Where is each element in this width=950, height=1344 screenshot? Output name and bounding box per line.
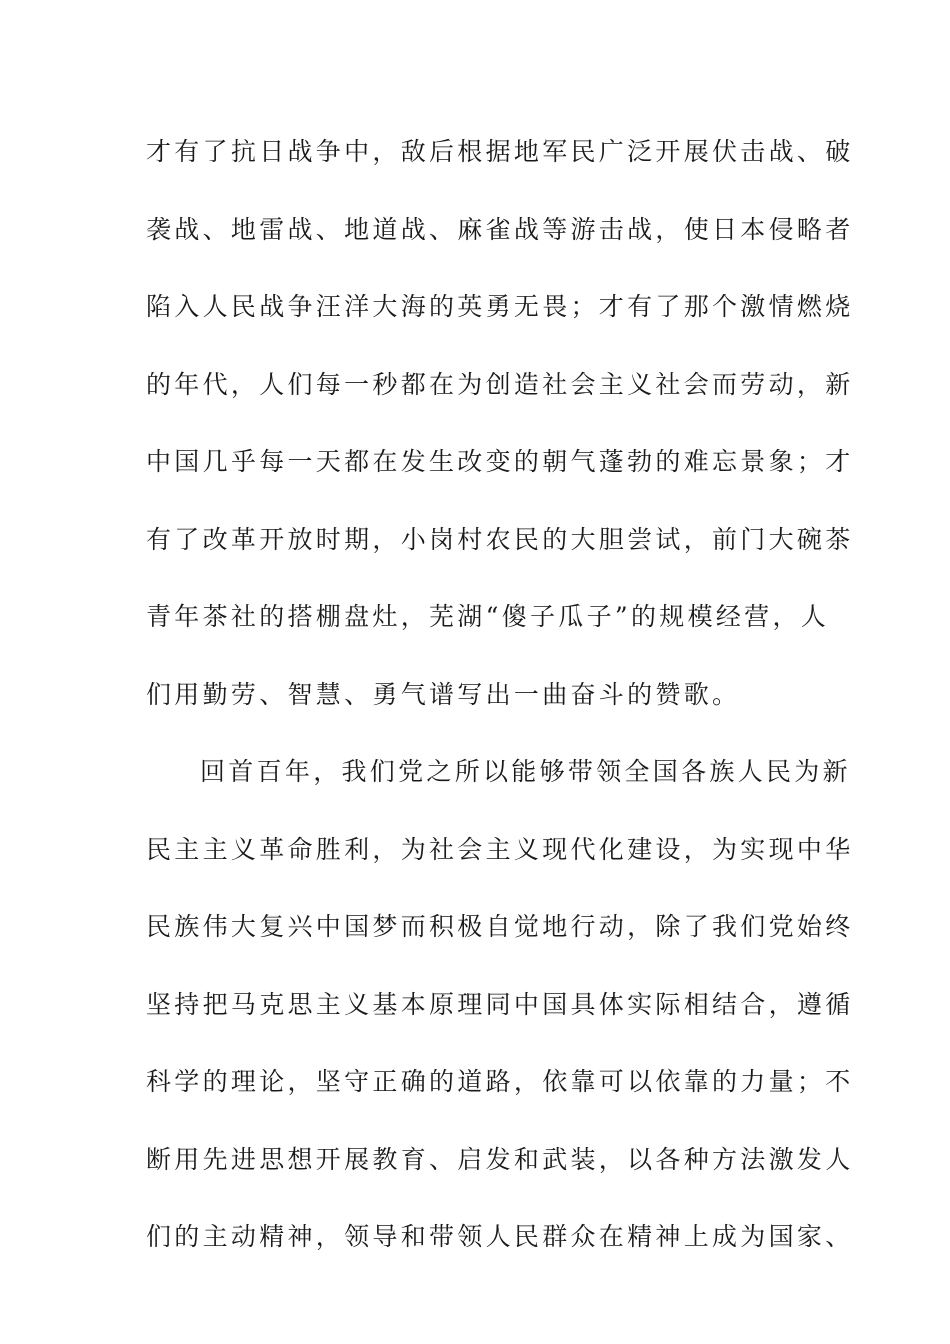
text-line: 民族伟大复兴中国梦而积极自觉地行动，除了我们党始终	[146, 912, 854, 941]
body-text	[146, 128, 854, 1291]
paragraph-2	[146, 748, 854, 1291]
text-line: 民主主义革命胜利，为社会主义现代化建设，为实现中华	[146, 834, 854, 864]
text-line: 科学的理论，坚守正确的道路，依靠可以依靠的力量；不	[146, 1067, 854, 1096]
text-line: 的年代，人们每一秒都在为创造社会主义社会而劳动，新	[146, 369, 854, 399]
text-line: 袭战、地雷战、地道战、麻雀战等游击战，使日本侵略者	[146, 214, 854, 244]
text-line: 回首百年，我们党之所以能够带领全国各族人民为新	[200, 757, 851, 786]
text-line: 坚持把马克思主义基本原理同中国具体实际相结合，遵循	[146, 989, 854, 1019]
text-line: 中国几乎每一天都在发生改变的朝气蓬勃的难忘景象；才	[146, 447, 854, 476]
text-line: 断用先进思想开展教育、启发和武装，以各种方法激发人	[146, 1144, 854, 1174]
text-line: 们用勤劳、智慧、勇气谱写出一曲奋斗的赞歌。	[146, 679, 741, 709]
text-line: 们的主动精神，领导和带领人民群众在精神上成为国家、	[146, 1222, 854, 1251]
paragraph-1	[146, 128, 854, 748]
text-line: 陷入人民战争汪洋大海的英勇无畏；才有了那个激情燃烧	[146, 292, 854, 321]
text-line: 有了改革开放时期，小岗村农民的大胆尝试，前门大碗茶	[146, 524, 854, 554]
text-line: 青年茶社的搭棚盘灶，芜湖“傻子瓜子”的规模经营，人	[146, 602, 830, 631]
text-line: 才有了抗日战争中，敌后根据地军民广泛开展伏击战、破	[146, 137, 854, 166]
